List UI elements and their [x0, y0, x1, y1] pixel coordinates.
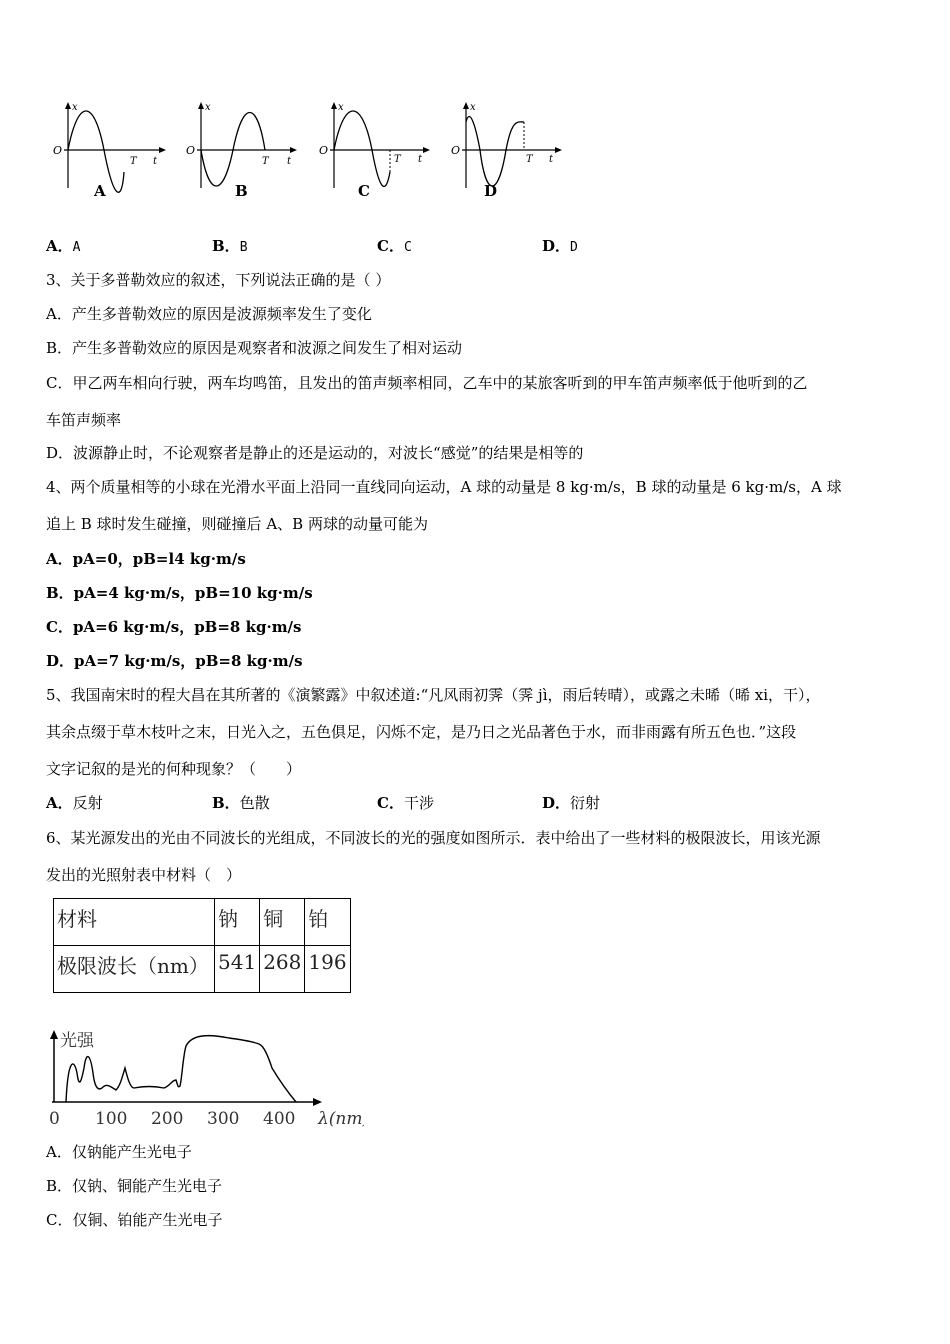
svg-text:O: O	[319, 144, 329, 157]
q3-option-c[interactable]: C．甲乙两车相向行驶，两车均鸣笛，且发出的笛声频率相同，乙车中的某旅客听到的甲车笛声频率低于他听到的乙	[46, 374, 808, 392]
table-cell: 铜	[260, 899, 305, 946]
svg-text:x: x	[72, 102, 78, 113]
graph-label: A	[94, 182, 106, 200]
svg-text:t: t	[153, 156, 158, 167]
table-cell: 材料	[54, 899, 215, 946]
x-tick-label: 400	[263, 1109, 296, 1128]
q5-stem-3: 文字记叙的是光的何种现象？（ ）	[46, 760, 302, 778]
svg-text:T: T	[130, 156, 137, 167]
q4-option-c[interactable]: C．pA=6 kg·m/s，pB=8 kg·m/s	[46, 618, 302, 636]
svg-text:O: O	[53, 144, 63, 157]
q5-option-a[interactable]: A．反射	[46, 794, 103, 812]
q6-stem-1: 6、某光源发出的光由不同波长的光组成，不同波长的光的强度如图所示．表中给出了一些材料的极限波长，用该光源	[46, 829, 821, 847]
q3-option-b[interactable]: B．产生多普勒效应的原因是观察者和波源之间发生了相对运动	[46, 339, 463, 357]
table-cell: 268	[260, 946, 305, 993]
svg-text:T: T	[526, 154, 533, 165]
q4-stem-2: 追上 B 球时发生碰撞，则碰撞后 A、B 两球的动量可能为	[46, 515, 428, 533]
table-cell: 极限波长（nm）	[54, 946, 215, 993]
graph-label: D	[484, 182, 498, 200]
q3-option-c-cont: 车笛声频率	[46, 411, 122, 429]
table-cell: 196	[305, 946, 350, 993]
graph-b	[183, 98, 313, 207]
q5-option-c[interactable]: C．干涉	[377, 794, 434, 812]
svg-text:O: O	[451, 144, 461, 157]
x-tick-label: 100	[95, 1109, 128, 1128]
x-tick-label: 0	[49, 1109, 60, 1128]
graph-d	[448, 98, 578, 207]
q6-option-a[interactable]: A．仅钠能产生光电子	[46, 1143, 192, 1161]
y-axis-label: 光强	[60, 1031, 94, 1051]
material-table	[53, 898, 351, 993]
graph-c	[316, 98, 446, 207]
svg-text:t: t	[418, 154, 423, 165]
q4-stem-1: 4、两个质量相等的小球在光滑水平面上沿同一直线同向运动，A 球的动量是 8 kg·m/s，B 球的动量是 6 kg·m/s，A 球	[46, 478, 842, 496]
spectrum-curve	[66, 1036, 296, 1102]
x-tick-label: 300	[207, 1109, 240, 1128]
q2-option-a[interactable]: A．A	[46, 237, 81, 255]
q3-option-d[interactable]: D．波源静止时，不论观察者是静止的还是运动的，对波长“感觉”的结果是相等的	[46, 444, 584, 462]
q5-stem-1: 5、我国南宋时的程大昌在其所著的《演繁露》中叙述道:“凡风雨初霁（霁 jì，雨后转晴），或露之未晞（晞 xi，干），	[46, 686, 821, 704]
q6-option-c[interactable]: C．仅铜、铂能产生光电子	[46, 1211, 223, 1229]
q2-option-b[interactable]: B．B	[212, 237, 248, 255]
q6-option-b[interactable]: B．仅钠、铜能产生光电子	[46, 1177, 223, 1195]
table-row	[54, 899, 351, 946]
svg-text:x: x	[470, 102, 476, 113]
q4-option-b[interactable]: B．pA=4 kg·m/s，pB=10 kg·m/s	[46, 584, 313, 602]
svg-text:O: O	[186, 144, 196, 157]
q5-stem-2: 其余点缀于草木枝叶之末，日光入之，五色俱足，闪烁不定，是乃日之光品著色于水，而非雨露有所五色也．”这段	[46, 723, 797, 741]
table-cell: 541	[215, 946, 260, 993]
table-cell: 铂	[305, 899, 350, 946]
svg-text:x: x	[338, 102, 344, 113]
q4-option-a[interactable]: A．pA=0，pB=l4 kg·m/s	[46, 550, 246, 568]
x-tick-label: 200	[151, 1109, 184, 1128]
q3-stem: 3、关于多普勒效应的叙述，下列说法正确的是（ ）	[46, 271, 391, 289]
table-row	[54, 946, 351, 993]
x-axis-label: λ(nm)	[318, 1109, 364, 1128]
svg-text:x: x	[205, 102, 211, 113]
q4-option-d[interactable]: D．pA=7 kg·m/s，pB=8 kg·m/s	[46, 652, 303, 670]
svg-text:T: T	[394, 154, 401, 165]
q3-option-a[interactable]: A．产生多普勒效应的原因是波源频率发生了变化	[46, 305, 372, 323]
svg-text:t: t	[287, 156, 292, 167]
q5-option-b[interactable]: B．色散	[212, 794, 270, 812]
q6-stem-2: 发出的光照射表中材料（ ）	[46, 866, 242, 884]
spectrum-chart	[44, 1028, 364, 1132]
q2-option-d[interactable]: D．D	[542, 237, 578, 255]
graph-a	[50, 98, 180, 207]
graph-label: C	[358, 182, 370, 200]
q2-option-c[interactable]: C．C	[377, 237, 412, 255]
graph-label: B	[235, 182, 248, 200]
table-cell: 钠	[215, 899, 260, 946]
svg-text:T: T	[262, 156, 269, 167]
svg-text:t: t	[549, 154, 554, 165]
q5-option-d[interactable]: D．衍射	[542, 794, 601, 812]
